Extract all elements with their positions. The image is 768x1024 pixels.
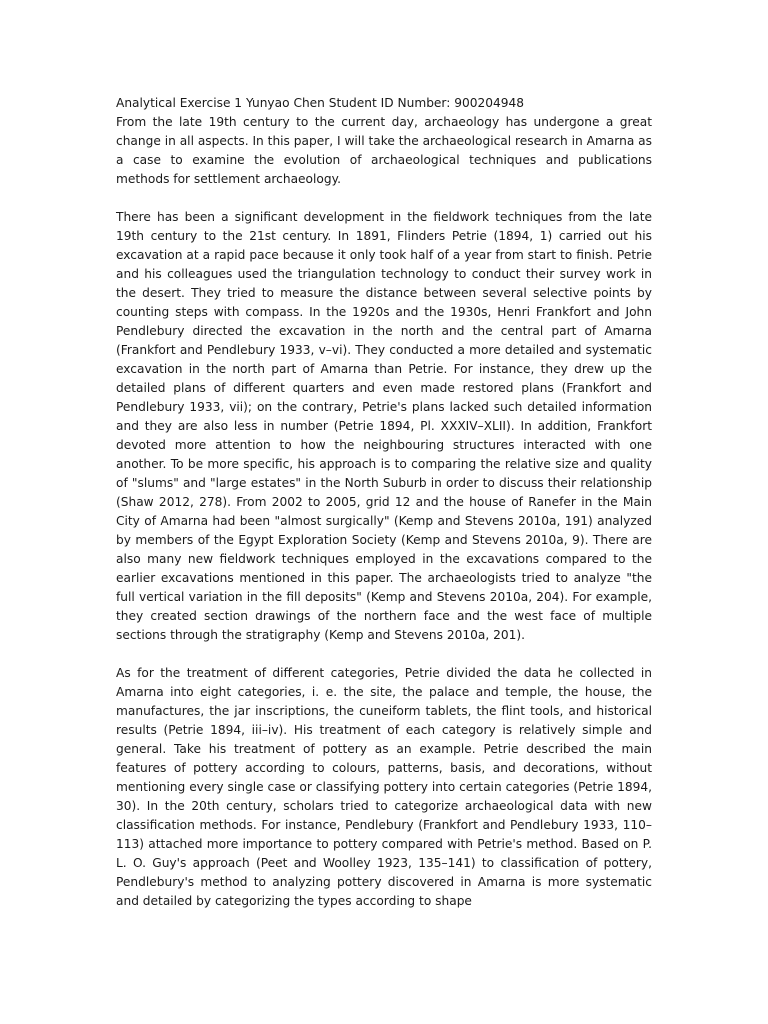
document-page	[116, 94, 652, 911]
paragraph-gap	[116, 189, 652, 208]
document-title: Analytical Exercise 1 Yunyao Chen Student ID Number: 900204948	[116, 96, 524, 110]
paragraph-categories: As for the treatment of different categories, Petrie divided the data he collected in Amarna into eight categories, i. e. the site, the palace and temple, the house, the manufactures, the jar inscriptions, the cuneiform tablets, the flint tools, and historical results (Petrie 1894, iii–iv). His treatment of each category is relatively simple and general. Take his treatment of pottery as an example. Petrie described the main features of pottery according to colours, patterns, basis, and decorations, without mentioning every single case or classifying pottery into certain categories (Petrie 1894, 30). In the 20th century, scholars tried to categorize archaeological data with new classification methods. For instance, Pendlebury (Frankfort and Pendlebury 1933, 110–113) attached more importance to pottery compared with Petrie's method. Based on P. L. O. Guy's approach (Peet and Woolley 1923, 135–141) to classification of pottery, Pendlebury's method to analyzing pottery discovered in Amarna is more systematic and detailed by categorizing the types according to shape	[116, 666, 652, 908]
paragraph-intro: From the late 19th century to the current day, archaeology has undergone a great change in all aspects. In this paper, I will take the archaeological research in Amarna as a case to examine the evolution of archaeological techniques and publications methods for settlement archaeology.	[116, 115, 652, 186]
paragraph-gap	[116, 645, 652, 664]
paragraph-fieldwork: There has been a significant development in the fieldwork techniques from the late 19th century to the 21st century. In 1891, Flinders Petrie (1894, 1) carried out his excavation at a rapid pace because it only took half of a year from start to finish. Petrie and his colleagues used the triangulation technology to conduct their survey work in the desert. They tried to measure the distance between several selective points by counting steps with compass. In the 1920s and the 1930s, Henri Frankfort and John Pendlebury directed the excavation in the north and the central part of Amarna (Frankfort and Pendlebury 1933, v–vi). They conducted a more detailed and systematic excavation in the north part of Amarna than Petrie. For instance, they drew up the detailed plans of different quarters and even made restored plans (Frankfort and Pendlebury 1933, vii); on the contrary, Petrie's plans lacked such detailed information and they are also less in number (Petrie 1894, Pl. XXXIV–XLII). In addition, Frankfort devoted more attention to how the neighbouring structures interacted with one another. To be more specific, his approach is to comparing the relative size and quality of "slums" and "large estates" in the North Suburb in order to discuss their relationship (Shaw 2012, 278). From 2002 to 2005, grid 12 and the house of Ranefer in the Main City of Amarna had been "almost surgically" (Kemp and Stevens 2010a, 191) analyzed by members of the Egypt Exploration Society (Kemp and Stevens 2010a, 9). There are also many new fieldwork techniques employed in the excavations compared to the earlier excavations mentioned in this paper. The archaeologists tried to analyze "the full vertical variation in the fill deposits" (Kemp and Stevens 2010a, 204). For example, they created section drawings of the northern face and the west face of multiple sections through the stratigraphy (Kemp and Stevens 2010a, 201).	[116, 210, 652, 642]
